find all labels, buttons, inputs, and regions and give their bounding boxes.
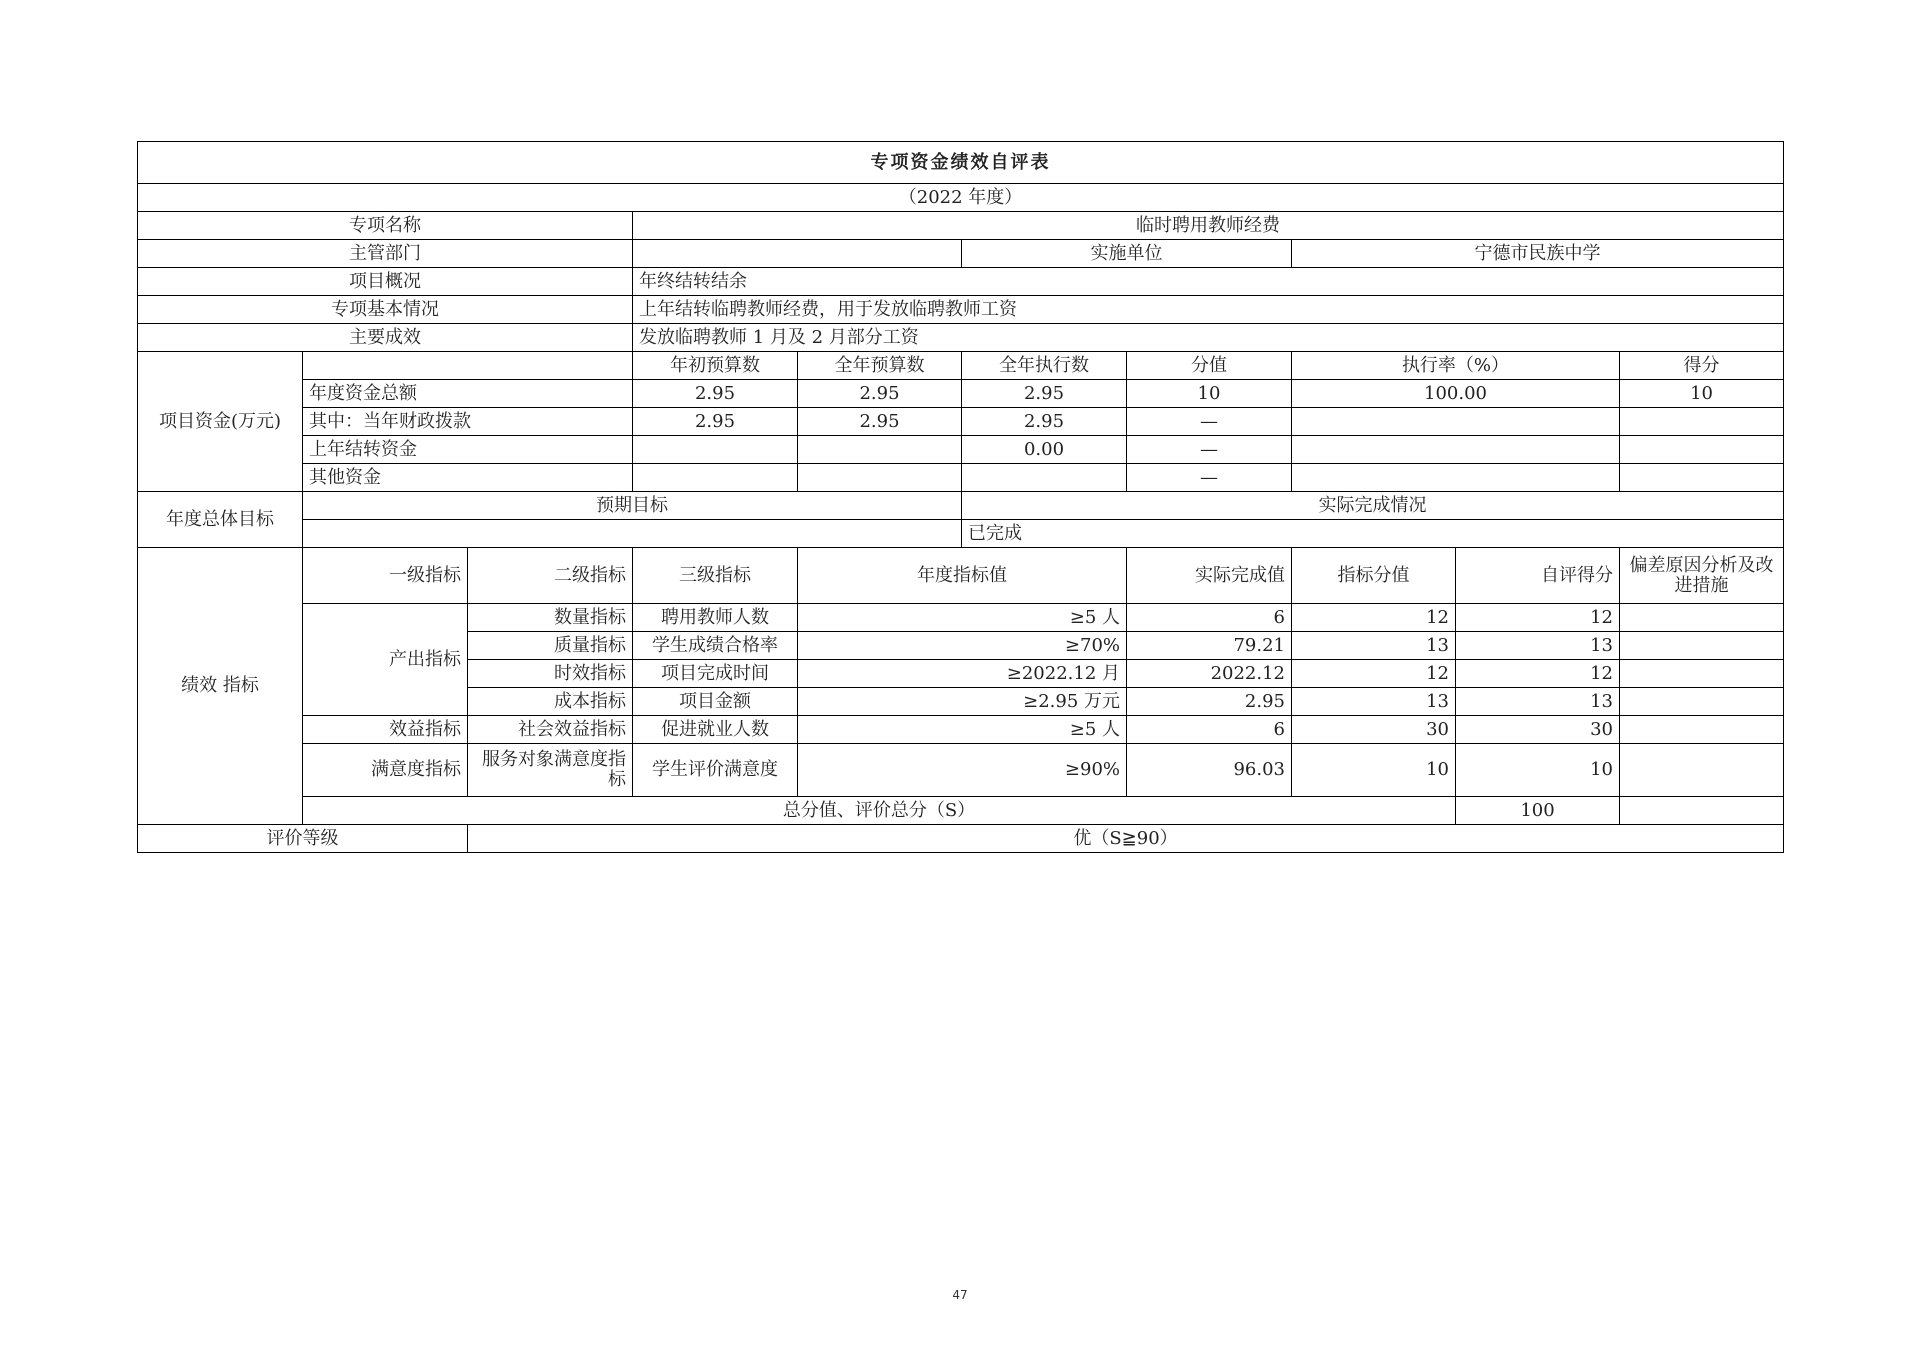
- perf-header: 指标分值: [1292, 548, 1456, 604]
- funds-cell: 2.95: [798, 408, 962, 436]
- funds-cell: 2.95: [798, 380, 962, 408]
- perf-note: [1620, 744, 1784, 797]
- perf-l3: 促进就业人数: [633, 716, 798, 744]
- funds-header: 全年执行数: [962, 352, 1127, 380]
- perf-l2: 服务对象满意度指标: [468, 744, 633, 797]
- funds-cell: —: [1127, 464, 1292, 492]
- funds-cell: [1292, 464, 1620, 492]
- perf-note: [1620, 604, 1784, 632]
- goal-label: 年度总体目标: [138, 492, 303, 548]
- funds-cell: 2.95: [633, 380, 798, 408]
- year-label: （2022 年度）: [138, 184, 1784, 212]
- funds-header: 全年预算数: [798, 352, 962, 380]
- total-label: 总分值、评价总分（S）: [303, 797, 1456, 825]
- perf-l2: 时效指标: [468, 660, 633, 688]
- perf-actual: 96.03: [1127, 744, 1292, 797]
- perf-target: ≥5 人: [798, 716, 1127, 744]
- perf-note: [1620, 632, 1784, 660]
- funds-cell: [633, 436, 798, 464]
- funds-cell: [1292, 408, 1620, 436]
- funds-row-name: 年度资金总额: [303, 380, 633, 408]
- perf-note: [1620, 660, 1784, 688]
- funds-row-name: 其他资金: [303, 464, 633, 492]
- goal-expected-value: [303, 520, 962, 548]
- grade-value: 优（S≧90）: [468, 825, 1784, 853]
- perf-l3: 学生评价满意度: [633, 744, 798, 797]
- goal-actual-value: 已完成: [962, 520, 1784, 548]
- results-value: 发放临聘教师 1 月及 2 月部分工资: [633, 324, 1784, 352]
- funds-cell: 100.00: [1292, 380, 1620, 408]
- perf-score: 12: [1292, 660, 1456, 688]
- funds-header: 年初预算数: [633, 352, 798, 380]
- grade-label: 评价等级: [138, 825, 468, 853]
- overview-value: 年终结转结余: [633, 268, 1784, 296]
- impl-label: 实施单位: [962, 240, 1292, 268]
- perf-note: [1620, 716, 1784, 744]
- perf-self: 13: [1456, 632, 1620, 660]
- perf-self: 10: [1456, 744, 1620, 797]
- page-number: 47: [952, 1288, 968, 1302]
- perf-l2: 数量指标: [468, 604, 633, 632]
- perf-l2: 社会效益指标: [468, 716, 633, 744]
- funds-cell: 0.00: [962, 436, 1127, 464]
- dept-label: 主管部门: [138, 240, 633, 268]
- funds-header: 执行率（%）: [1292, 352, 1620, 380]
- funds-cell: [962, 464, 1127, 492]
- funds-cell: [1620, 436, 1784, 464]
- funds-row-name: 其中：当年财政拨款: [303, 408, 633, 436]
- perf-actual: 2.95: [1127, 688, 1292, 716]
- perf-header: 三级指标: [633, 548, 798, 604]
- table-title: 专项资金绩效自评表: [138, 142, 1784, 184]
- perf-note: [1620, 688, 1784, 716]
- funds-cell: [1292, 436, 1620, 464]
- funds-cell: 10: [1127, 380, 1292, 408]
- satisfaction-indicator-label: 满意度指标: [303, 744, 468, 797]
- perf-header: 二级指标: [468, 548, 633, 604]
- basic-value: 上年结转临聘教师经费，用于发放临聘教师工资: [633, 296, 1784, 324]
- funds-cell: [798, 436, 962, 464]
- perf-l3: 项目金额: [633, 688, 798, 716]
- perf-header: 实际完成值: [1127, 548, 1292, 604]
- perf-header: 自评得分: [1456, 548, 1620, 604]
- overview-label: 项目概况: [138, 268, 633, 296]
- benefit-indicator-label: 效益指标: [303, 716, 468, 744]
- perf-self: 12: [1456, 604, 1620, 632]
- perf-actual: 2022.12: [1127, 660, 1292, 688]
- perf-self: 13: [1456, 688, 1620, 716]
- perf-score: 30: [1292, 716, 1456, 744]
- impl-value: 宁德市民族中学: [1292, 240, 1784, 268]
- perf-header: 年度指标值: [798, 548, 1127, 604]
- goal-actual-label: 实际完成情况: [962, 492, 1784, 520]
- results-label: 主要成效: [138, 324, 633, 352]
- perf-target: ≥5 人: [798, 604, 1127, 632]
- perf-l3: 学生成绩合格率: [633, 632, 798, 660]
- perf-l2: 质量指标: [468, 632, 633, 660]
- perf-score: 12: [1292, 604, 1456, 632]
- output-indicator-label: 产出指标: [303, 604, 468, 716]
- funds-row-name: 上年结转资金: [303, 436, 633, 464]
- perf-score: 10: [1292, 744, 1456, 797]
- funds-cell: —: [1127, 408, 1292, 436]
- funds-cell: 2.95: [633, 408, 798, 436]
- perf-target: ≥90%: [798, 744, 1127, 797]
- perf-l3: 项目完成时间: [633, 660, 798, 688]
- perf-score: 13: [1292, 688, 1456, 716]
- funds-cell: —: [1127, 436, 1292, 464]
- perf-score: 13: [1292, 632, 1456, 660]
- funds-header: 分值: [1127, 352, 1292, 380]
- funds-cell: 2.95: [962, 408, 1127, 436]
- perf-actual: 6: [1127, 716, 1292, 744]
- total-extra: [1620, 797, 1784, 825]
- perf-self: 12: [1456, 660, 1620, 688]
- total-value: 100: [1456, 797, 1620, 825]
- project-name-label: 专项名称: [138, 212, 633, 240]
- goal-expected-label: 预期目标: [303, 492, 962, 520]
- funds-cell: [1620, 464, 1784, 492]
- perf-header: 一级指标: [303, 548, 468, 604]
- perf-l3: 聘用教师人数: [633, 604, 798, 632]
- funds-label: 项目资金(万元): [138, 352, 303, 492]
- perf-target: ≥70%: [798, 632, 1127, 660]
- funds-cell: 2.95: [962, 380, 1127, 408]
- basic-label: 专项基本情况: [138, 296, 633, 324]
- funds-cell: [633, 464, 798, 492]
- perf-actual: 6: [1127, 604, 1292, 632]
- funds-cell: [1620, 408, 1784, 436]
- perf-self: 30: [1456, 716, 1620, 744]
- perf-target: ≥2.95 万元: [798, 688, 1127, 716]
- funds-cell: [798, 464, 962, 492]
- funds-cell: 10: [1620, 380, 1784, 408]
- funds-header-blank: [303, 352, 633, 380]
- perf-label: 绩效 指标: [138, 548, 303, 825]
- perf-actual: 79.21: [1127, 632, 1292, 660]
- perf-l2: 成本指标: [468, 688, 633, 716]
- perf-header: 偏差原因分析及改进措施: [1620, 548, 1784, 604]
- perf-target: ≥2022.12 月: [798, 660, 1127, 688]
- dept-value: [633, 240, 962, 268]
- performance-table: [137, 141, 1784, 853]
- funds-header: 得分: [1620, 352, 1784, 380]
- project-name-value: 临时聘用教师经费: [633, 212, 1784, 240]
